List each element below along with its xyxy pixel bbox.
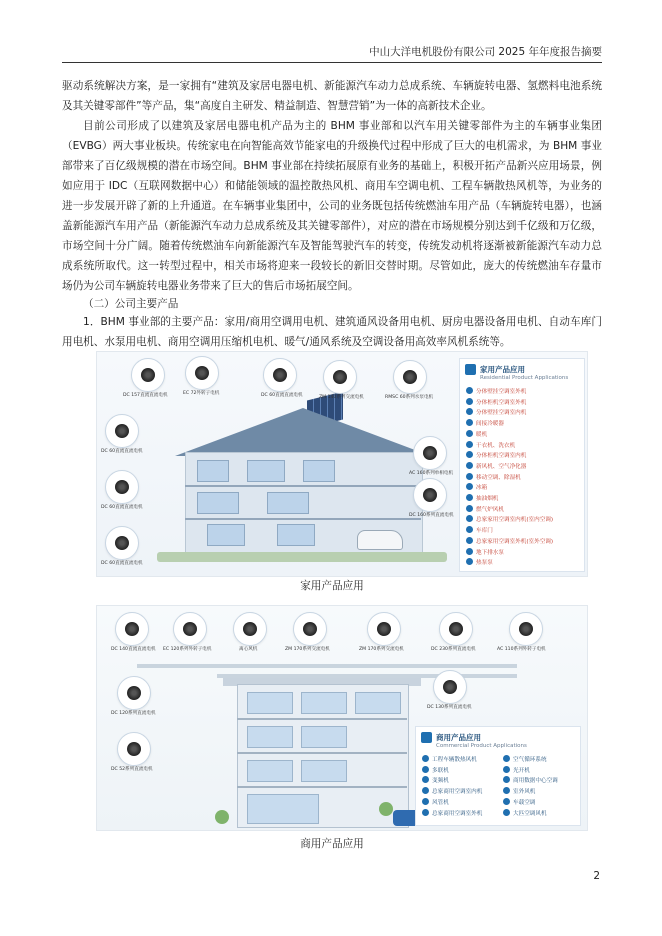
legend-item: 总家商用空调室外机 <box>422 809 499 820</box>
legend-item: 多联机 <box>422 766 499 777</box>
number-badge-icon <box>503 798 510 805</box>
number-badge-icon <box>422 776 429 783</box>
building-window <box>301 726 347 748</box>
figure-residential-applications <box>96 351 588 577</box>
legend-item: 总家商用空调室内机 <box>422 787 499 798</box>
duct-illustration <box>137 664 517 668</box>
product-label: AC 160系列单相电机 <box>409 471 454 476</box>
section-heading-main-products: （二）公司主要产品 <box>83 298 179 310</box>
house-floor-line <box>185 518 421 520</box>
car-illustration <box>357 530 403 550</box>
number-badge-icon <box>466 558 473 565</box>
legend-residential <box>459 358 585 572</box>
figure-caption-commercial: 商用产品应用 <box>300 838 364 850</box>
motor-product-icon <box>323 360 357 394</box>
motor-product-icon <box>509 612 543 646</box>
number-badge-icon <box>466 398 473 405</box>
motor-product-icon <box>367 612 401 646</box>
legend-item: 室外风机 <box>503 787 580 798</box>
number-badge-icon <box>422 787 429 794</box>
legend-subtitle: Commercial Product Applications <box>436 743 527 749</box>
legend-item: 新风机、空气净化器 <box>466 462 584 473</box>
building-icon <box>421 732 432 743</box>
ground-illustration <box>157 552 447 562</box>
tree-illustration <box>379 802 393 816</box>
number-badge-icon <box>503 766 510 773</box>
legend-item: 总家家用空调室内机(室内空调) <box>466 515 584 526</box>
motor-product-icon <box>173 612 207 646</box>
building-floor-line <box>237 718 407 720</box>
legend-item: 光开机 <box>503 766 580 777</box>
number-badge-icon <box>466 494 473 501</box>
motor-product-icon <box>185 356 219 390</box>
legend-item: 间接冷暖器 <box>466 419 584 430</box>
figure-commercial-applications <box>96 605 588 831</box>
legend-item: 变频机 <box>422 776 499 787</box>
number-badge-icon <box>466 462 473 469</box>
number-badge-icon <box>466 451 473 458</box>
house-window <box>247 460 285 482</box>
tree-illustration <box>215 810 229 824</box>
product-label: DC 160系列直流电机 <box>409 513 454 518</box>
number-badge-icon <box>422 809 429 816</box>
legend-list <box>460 387 584 569</box>
product-label: AC 110系列外转子电机 <box>497 647 546 652</box>
legend-item: 车库门 <box>466 526 584 537</box>
product-label: DC 130系列直流电机 <box>427 705 472 710</box>
motor-product-icon <box>263 358 297 392</box>
motor-product-icon <box>393 360 427 394</box>
number-badge-icon <box>422 755 429 762</box>
legend-list <box>416 755 580 819</box>
building-window <box>247 692 293 714</box>
legend-title: 商用产品应用 <box>436 733 481 742</box>
legend-item: 冰箱 <box>466 483 584 494</box>
motor-product-icon <box>115 612 149 646</box>
number-badge-icon <box>466 537 473 544</box>
legend-item: 热泵泵 <box>466 558 584 569</box>
house-icon <box>465 364 476 375</box>
motor-product-icon <box>105 526 139 560</box>
number-badge-icon <box>466 430 473 437</box>
house-roof-illustration <box>175 408 431 456</box>
legend-item: 分体柜机空调室内机 <box>466 451 584 462</box>
product-label: ZM 170系列交流电机 <box>285 647 330 652</box>
legend-subtitle: Residential Product Applications <box>480 375 569 381</box>
motor-product-icon <box>413 478 447 512</box>
building-window <box>247 726 293 748</box>
product-label: 离心风机 <box>239 647 258 652</box>
figure-caption-residential: 家用产品应用 <box>300 580 364 592</box>
motor-product-icon <box>293 612 327 646</box>
number-badge-icon <box>466 441 473 448</box>
house-window <box>207 524 245 546</box>
legend-item: 分体柜机空调室外机 <box>466 398 584 409</box>
header-rule <box>62 62 602 63</box>
product-label: ZM 170系列交流电机 <box>359 647 404 652</box>
legend-item: 商用数据中心空调 <box>503 776 580 787</box>
product-label: DC 60直流直流电机 <box>101 449 143 454</box>
house-floor-line <box>185 485 421 487</box>
product-label: RMSC 60系列水泵电机 <box>385 395 434 400</box>
legend-commercial <box>415 726 581 826</box>
motor-product-icon <box>413 436 447 470</box>
product-label: DC 52系列直流电机 <box>111 767 153 772</box>
legend-item: 风管机 <box>422 798 499 809</box>
legend-title: 家用产品应用 <box>480 365 525 374</box>
house-window <box>277 524 315 546</box>
legend-item: 移动空调、除湿机 <box>466 473 584 484</box>
building-window <box>247 760 293 782</box>
motor-product-icon <box>117 676 151 710</box>
legend-item: 分体壁挂空调室内机 <box>466 408 584 419</box>
number-badge-icon <box>466 483 473 490</box>
number-badge-icon <box>503 776 510 783</box>
motor-product-icon <box>439 612 473 646</box>
product-label: DC 230系列直流电机 <box>431 647 476 652</box>
motor-product-icon <box>433 670 467 704</box>
page-header: 中山大洋电机股份有限公司 2025 年年度报告摘要 <box>369 46 602 58</box>
building-window <box>247 794 319 824</box>
motor-product-icon <box>131 358 165 392</box>
number-badge-icon <box>503 809 510 816</box>
product-label: DC 120系列直流电机 <box>111 711 156 716</box>
legend-item: 车载空调 <box>503 798 580 809</box>
paragraph-business-segments: 目前公司形成了以建筑及家居电器电机产品为主的 BHM 事业部和以汽车用关键零部件为主的车辆事业集团（EVBG）两大事业板块。传统家电在向智能高效节能家电的升级换代过程中形成了巨大的电机需求，为 BHM 事业部带来了百亿级规模的潜在市场空间。BHM 事业部在持续拓展原有业务的基础上，积极开拓产品新兴应用场景，例如应用于 IDC（互联网数据中心）和储能领域的温控散热风机、商用车空调电机、工程车辆散热风机等，为业务的进一步发展开辟了新的上升通道。在车辆事业集团中，公司的业务既包括传统燃油车用产品（车辆旋转电器），也涵盖新能源汽车用产品（新能源汽车动力总成系统及其关键零部件），对应的潜在市场规模分别达到千亿级和万亿级，市场空间十分广阔。随着传统燃油车向新能源汽车及智能驾驶汽车的转变，传统发动机将逐渐被新能源汽车动力总成系统所取代。这一转型过程中，相关市场将迎来一段较长的新旧交替时期。尽管如此，庞大的传统燃油车存量市场仍为公司车辆旋转电器业务带来了巨大的售后市场拓展空间。 <box>62 120 602 292</box>
building-window <box>301 760 347 782</box>
house-window <box>197 460 229 482</box>
legend-item: 暖机 <box>466 430 584 441</box>
legend-item: 总家家用空调室外机(室外空调) <box>466 537 584 548</box>
building-floor-line <box>237 786 407 788</box>
legend-item: 分体壁挂空调室外机 <box>466 387 584 398</box>
legend-item: 干衣机、洗衣机 <box>466 441 584 452</box>
motor-product-icon <box>233 612 267 646</box>
product-label: DC 60直流直流电机 <box>261 393 303 398</box>
number-badge-icon <box>466 387 473 394</box>
legend-item: 工程车辆散热风机 <box>422 755 499 766</box>
building-window <box>301 692 347 714</box>
legend-item: 地下排水泵 <box>466 548 584 559</box>
building-floor-line <box>237 752 407 754</box>
number-badge-icon <box>503 787 510 794</box>
legend-item: 燃气炉风机 <box>466 505 584 516</box>
page-number: 2 <box>593 870 600 882</box>
product-label: EC 120系列外转子电机 <box>163 647 212 652</box>
building-window <box>355 692 401 714</box>
number-badge-icon <box>466 505 473 512</box>
number-badge-icon <box>466 548 473 555</box>
number-badge-icon <box>503 755 510 762</box>
number-badge-icon <box>466 526 473 533</box>
number-badge-icon <box>422 798 429 805</box>
product-label: ZM 140系列交流电机 <box>319 395 364 400</box>
motor-product-icon <box>105 414 139 448</box>
product-label: DC 60直流直流电机 <box>101 505 143 510</box>
number-badge-icon <box>466 408 473 415</box>
house-window <box>267 492 309 514</box>
house-window <box>197 492 239 514</box>
motor-product-icon <box>105 470 139 504</box>
motor-product-icon <box>117 732 151 766</box>
number-badge-icon <box>466 515 473 522</box>
paragraph-bhm-products: 1．BHM 事业部的主要产品：家用/商用空调用电机、建筑通风设备用电机、厨房电器设备用电机、自动车库门用电机、水泵用电机、商用空调用压缩机电机、暖气/通风系统及空调设备用高效率风机系统等。 <box>62 316 602 348</box>
legend-item: 空气循环系统 <box>503 755 580 766</box>
house-window <box>303 460 335 482</box>
product-label: DC 157直流直流电机 <box>123 393 168 398</box>
legend-item: 抽油烟机 <box>466 494 584 505</box>
product-label: EC 72外转子电机 <box>183 391 220 396</box>
product-label: DC 140直流直流电机 <box>111 647 156 652</box>
legend-item: 大匹空调风机 <box>503 809 580 820</box>
number-badge-icon <box>466 473 473 480</box>
number-badge-icon <box>422 766 429 773</box>
number-badge-icon <box>466 419 473 426</box>
paragraph-intro: 驱动系统解决方案，是一家拥有“建筑及家居电器电机、新能源汽车动力总成系统、车辆旋转电器、氢燃料电池系统及其关键零部件”等产品，集“高度自主研发、精益制造、智慧营销”为一体的高新技术企业。 <box>62 80 602 112</box>
product-label: DC 60直流直流电机 <box>101 561 143 566</box>
